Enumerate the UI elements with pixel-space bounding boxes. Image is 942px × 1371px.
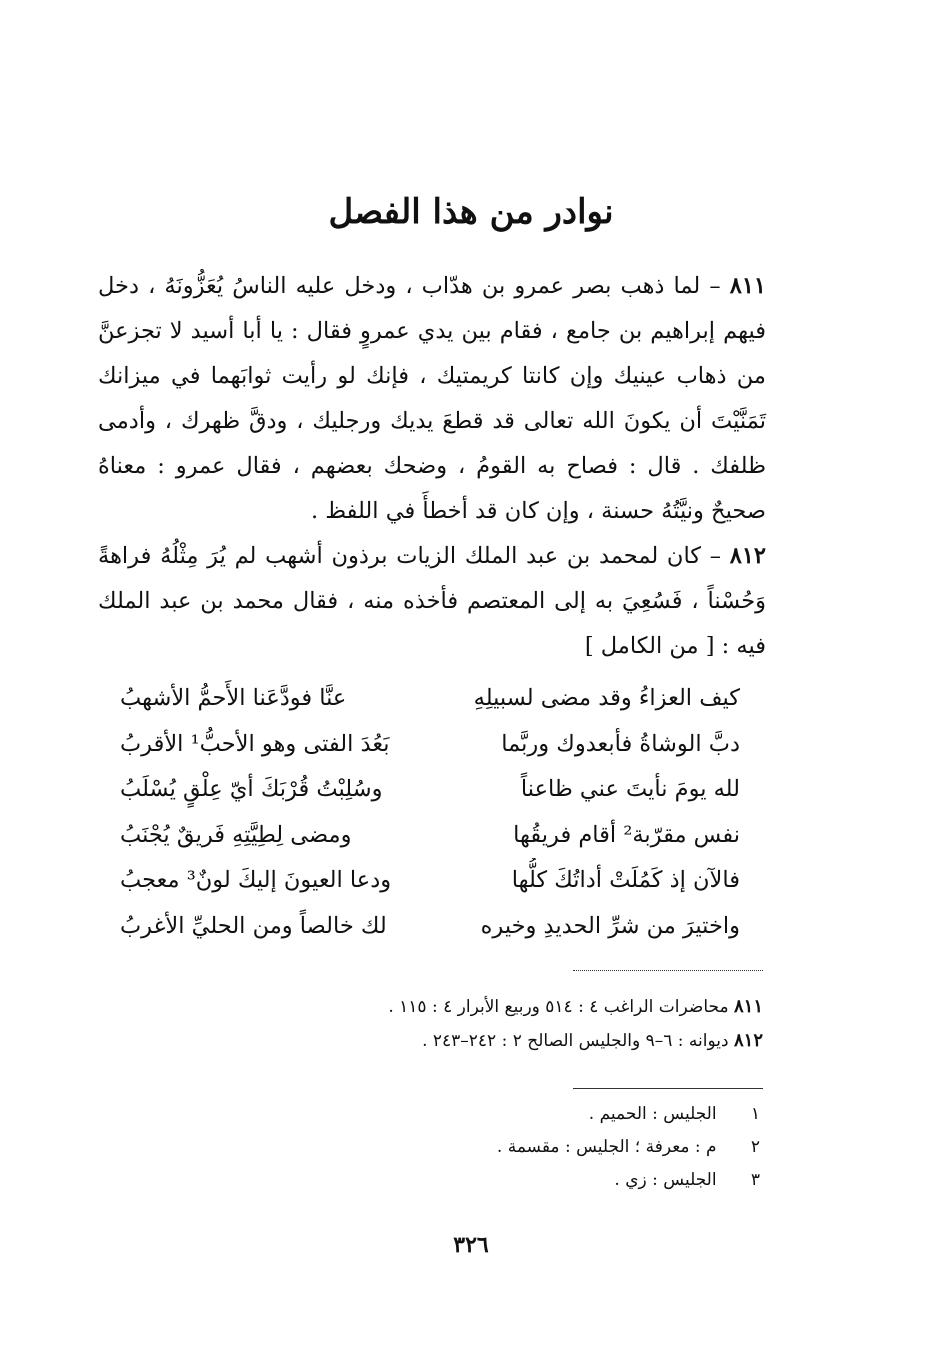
poem-verse <box>120 858 740 904</box>
poem-verse <box>120 676 740 722</box>
verse-first-hemistich: دبَّ الوشاةُ فأبعدوك وربَّما <box>501 730 740 757</box>
footnote-text: الجليس : الحميم . <box>588 1104 717 1124</box>
poem-verse <box>120 813 740 859</box>
source-number: ٨١٢ <box>733 1030 763 1051</box>
verse-second-hemistich: بَعُدَ الفتى وهو الأحبُّ¹ الأقربُ <box>120 730 390 757</box>
poem-verse <box>120 722 740 768</box>
source-text: محاضرات الراغب ٤ : ٥١٤ وربيع الأبرار ٤ : ١١٥ . <box>388 997 729 1017</box>
verse-first-hemistich: نفس مقرّبة² أقام فريقُها <box>513 821 740 848</box>
verse-second-hemistich: عنَّا فودَّعَنا الأَحمُّ الأشهبُ <box>120 685 347 711</box>
verse-second-hemistich: لك خالصاً ومن الحليِّ الأغربُ <box>120 912 387 939</box>
sources-divider <box>573 970 763 971</box>
entry-text: – لما ذهب بصر عمرو بن هدّاب ، ودخل عليه الناسُ يُعَزُّونَهُ ، دخل فيهم إبراهيم بن جامع ، فقام بين يدي عمروٍ فقال : يا أبا أسيد لا تجزعنَّ من ذهاب عينيك وإن كانتا كريمتيك ، فإنك لو رأيت ثوابَهما في ميزانك تَمَنَّيْتَ أن يكونَ الله تعالى قد قطعَ يديك ورجليك ، ودقَّ ظهرك ، وأدمى ظلفك . قال : فصاح به القومُ ، وضحك بعضهم ، فقال عمرو : معناهُ صحيحٌ ونيَّتُهُ حسنة ، وإن كان قد أخطأَ في اللفظ . <box>98 273 766 524</box>
poem <box>120 676 740 949</box>
entry-text: – كان لمحمد بن عبد الملك الزيات برذون أشهب لم يُرَ مِثْلُهُ فراهةً وَحُسْناً ، فَسُعِيَ به إلى المعتصم فأخذه منه ، فقال محمد بن عبد الملك فيه : [ من الكامل ] <box>98 543 766 659</box>
footnote <box>400 1098 760 1131</box>
section-title: نوادر من هذا الفصل <box>328 192 614 232</box>
footnote-text: م : معرفة ؛ الجليس : مقسمة . <box>496 1137 717 1157</box>
verse-second-hemistich: ودعا العيونَ إليكَ لونٌ³ معجبُ <box>120 867 392 893</box>
entry-number: ٨١٢ <box>729 543 767 569</box>
verse-first-hemistich: فالآن إذ كَمُلَتْ أداتُكَ كلُّها <box>511 867 740 893</box>
verse-second-hemistich: ومضى لِطِيَّتِهِ فَريقٌ يُجْنَبُ <box>120 821 352 848</box>
page-number: ٣٢٦ <box>453 1232 489 1258</box>
footnotes <box>400 1098 760 1197</box>
source-number: ٨١١ <box>733 996 763 1017</box>
footnotes-divider <box>573 1088 763 1089</box>
verse-first-hemistich: لله يومَ نأيتَ عني ظاعناً <box>520 776 740 802</box>
footnote-number: ٢ <box>750 1137 760 1157</box>
sources-list <box>300 990 763 1058</box>
footnote-text: الجليس : زي . <box>614 1170 717 1190</box>
verse-first-hemistich: كيف العزاءُ وقد مضى لسبيلِهِ <box>473 685 740 711</box>
entry-811 <box>98 264 766 534</box>
source-item <box>300 990 763 1024</box>
verse-second-hemistich: وسُلِبْتُ قُرْبَكَ أيّ عِلْقٍ يُسْلَبُ <box>120 776 383 802</box>
footnote-number: ٣ <box>750 1170 760 1190</box>
verse-first-hemistich: واختيرَ من شرِّ الحديدِ وخيره <box>480 912 740 939</box>
entry-number: ٨١١ <box>729 273 766 299</box>
footnote <box>400 1131 760 1164</box>
source-item <box>300 1024 763 1058</box>
poem-verse <box>120 904 740 950</box>
entry-812 <box>98 534 766 669</box>
source-text: ديوانه : ٦–٩ والجليس الصالح ٢ : ٢٤٢–٢٤٣ . <box>422 1031 729 1051</box>
footnote-number: ١ <box>750 1104 760 1124</box>
poem-verse <box>120 767 740 813</box>
footnote <box>400 1164 760 1197</box>
